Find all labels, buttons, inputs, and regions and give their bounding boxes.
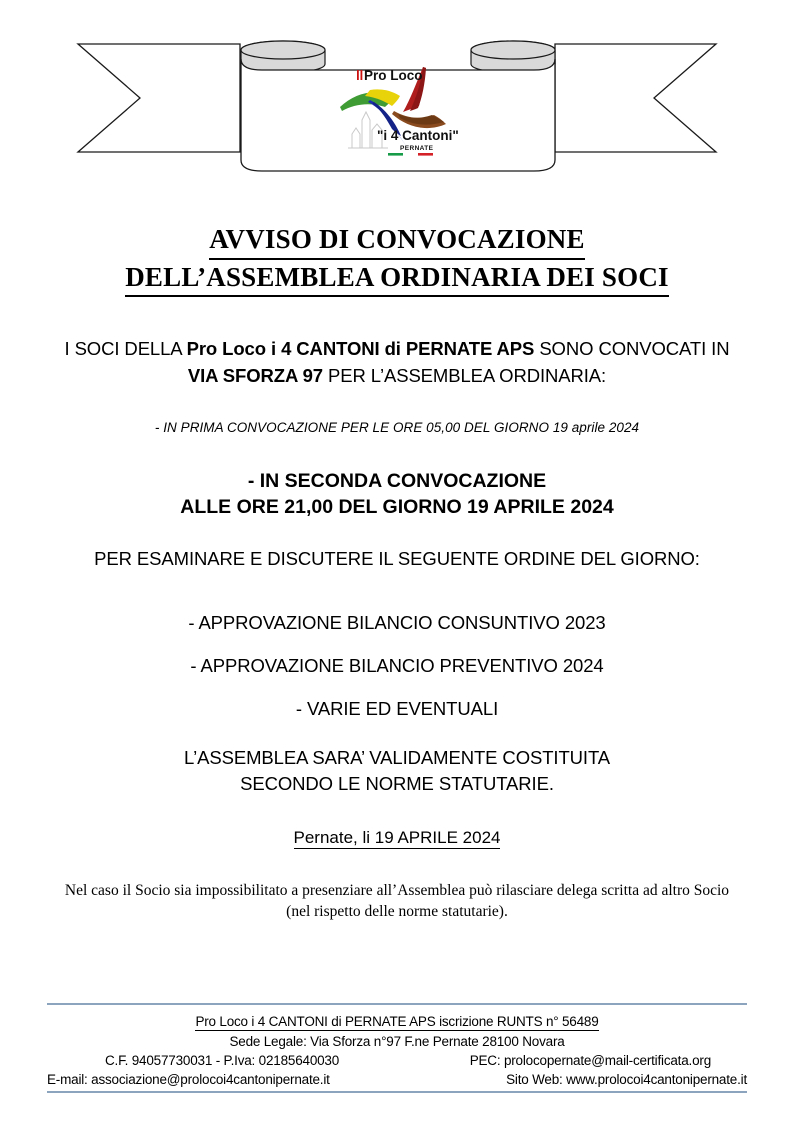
delegation-note-line-2: (nel rispetto delle norme statutarie). <box>286 903 508 921</box>
agenda-item: - VARIE ED EVENTUALI <box>295 698 499 719</box>
closing-statement <box>57 745 737 798</box>
intro-part-1: I SOCI DELLA <box>64 338 187 359</box>
footer-divider-bottom <box>47 1091 747 1093</box>
ribbon-left-roll-top <box>241 41 325 59</box>
intro-paragraph <box>57 336 737 390</box>
footer-legal-address: Sede Legale: Via Sforza n°97 F.ne Pernate 28100 Novara <box>229 1034 565 1049</box>
footer-fiscal-code: C.F. 94057730031 - P.Iva: 02185640030 <box>105 1053 340 1068</box>
logo-swoosh-brown-shade <box>398 114 444 125</box>
second-convocation-line-1: - IN SECONDA CONVOCAZIONE <box>247 470 547 492</box>
ribbon-right-wing <box>555 44 716 152</box>
footer-row-fiscal <box>47 1053 747 1068</box>
logo-pernate-text: PERNATE <box>400 145 434 152</box>
intro-part-3: PER L’ASSEMBLEA ORDINARIA: <box>322 364 607 386</box>
ribbon-left-wing <box>78 44 240 152</box>
logo-spark-icon <box>397 102 405 114</box>
agenda-item: - APPROVAZIONE BILANCIO CONSUNTIVO 2023 <box>188 612 606 633</box>
header-banner <box>0 0 794 190</box>
footer-divider-top <box>47 1003 747 1005</box>
agenda-heading: PER ESAMINARE E DISCUTERE IL SEGUENTE ORDINE DEL GIORNO: <box>94 548 700 569</box>
title-line-2-text: DELL’ASSEMBLEA ORDINARIA DEI SOCI <box>125 260 669 298</box>
title-line-1 <box>0 222 794 260</box>
intro-bold-address: VIA SFORZA 97 <box>187 364 323 386</box>
agenda-item: - APPROVAZIONE BILANCIO PREVENTIVO 2024 <box>190 655 604 676</box>
page-footer <box>47 1003 747 1093</box>
second-convocation-line-2: ALLE ORE 21,00 DEL GIORNO 19 APRILE 2024 <box>180 496 614 519</box>
place-and-date-text: Pernate, li 19 APRILE 2024 <box>293 828 501 847</box>
footer-organisation-text: Pro Loco i 4 CANTONI di PERNATE APS iscrizione RUNTS n° 56489 <box>195 1014 599 1029</box>
delegation-note <box>47 880 747 923</box>
logo-cantoni-text: "i 4 Cantoni" <box>377 128 459 143</box>
intro-bold-organisation: Pro Loco i 4 CANTONI di PERNATE APS <box>186 338 535 359</box>
first-convocation-line: - IN PRIMA CONVOCAZIONE PER LE ORE 05,00 DEL GIORNO 19 aprile 2024 <box>154 420 640 435</box>
title-line-2 <box>0 260 794 298</box>
proloco-logo <box>330 62 480 162</box>
footer-pec: PEC: prolocopernate@mail-certificata.org <box>469 1053 711 1068</box>
delegation-note-line-1: Nel caso il Socio sia impossibilitato a presenziare all’Assemblea può rilasciare delega scritta ad altro Socio <box>64 882 730 899</box>
title-line-1-text: AVVISO DI CONVOCAZIONE <box>209 222 584 260</box>
agenda-list <box>57 612 737 720</box>
logo-proloco-text <box>357 68 423 83</box>
document-title <box>0 222 794 297</box>
second-convocation-block <box>57 468 737 521</box>
intro-part-2: SONO CONVOCATI IN <box>534 338 730 359</box>
italian-flag-bar-icon <box>388 153 433 156</box>
footer-website: Sito Web: www.prolocoi4cantonipernate.it <box>506 1072 747 1087</box>
closing-line-2: SECONDO LE NORME STATUTARIE. <box>240 773 554 795</box>
footer-organisation <box>47 1014 747 1029</box>
closing-line-1: L’ASSEMBLEA SARA’ VALIDAMENTE COSTITUITA <box>183 747 611 768</box>
svg-text:Pro Loco: Pro Loco <box>364 68 423 83</box>
footer-row-contacts <box>47 1072 747 1087</box>
ribbon-right-roll-top <box>471 41 555 59</box>
footer-email: E-mail: associazione@prolocoi4cantonipernate.it <box>47 1072 330 1087</box>
place-and-date <box>57 828 737 848</box>
proloco-logo-svg <box>330 62 480 162</box>
